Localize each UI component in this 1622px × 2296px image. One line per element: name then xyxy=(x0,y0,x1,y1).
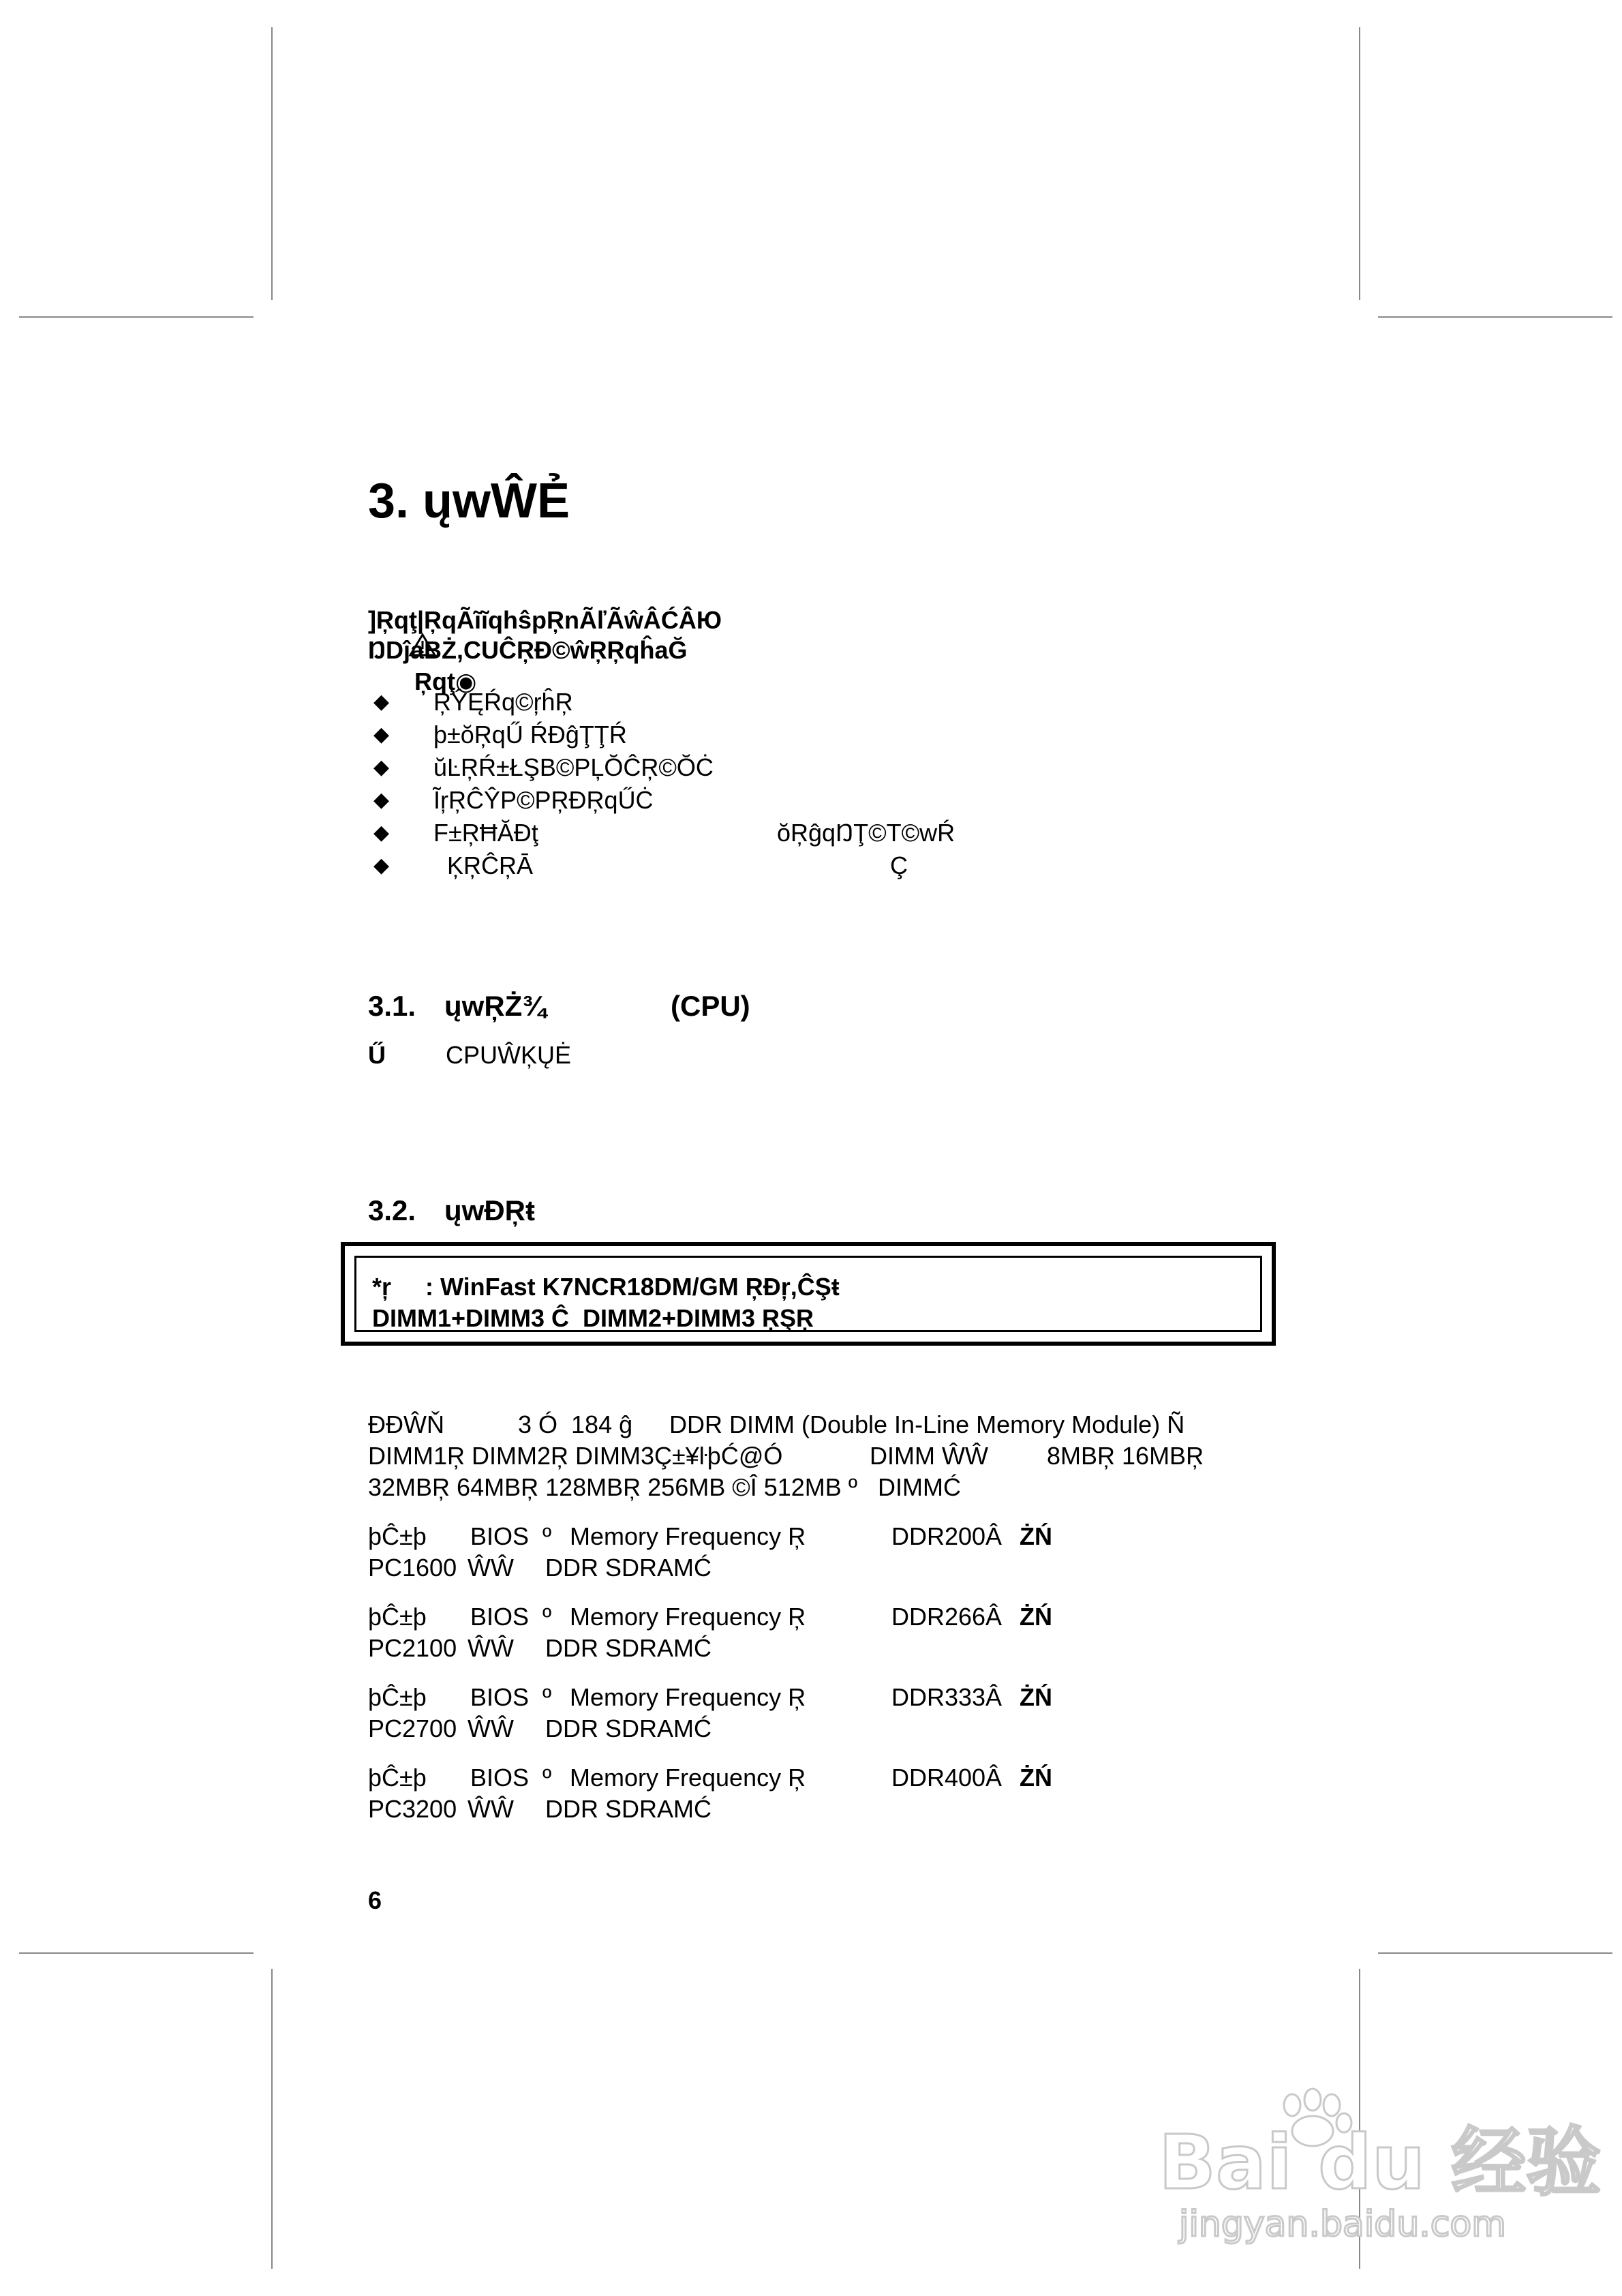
crop-mark-top-right-horizontal xyxy=(1378,316,1612,318)
note-box xyxy=(341,1242,1276,1346)
bios-text-mark: ŻŃ xyxy=(1020,1522,1052,1550)
warning-line: ŊDĵaBŻ,CUĈŖĐ©ŵŖŖqĥaĞ xyxy=(368,636,688,664)
section-title: ųwĐŖŧ xyxy=(444,1194,535,1226)
ddr-speed: DDR333Â xyxy=(891,1683,1003,1711)
bios-label: BIOS º xyxy=(470,1764,552,1792)
memory-text: DIMM ŴŴ xyxy=(870,1442,988,1470)
crop-mark-top-right-vertical xyxy=(1359,27,1360,300)
chapter-title: 3. ųwŴẺ xyxy=(368,474,570,528)
section-number: 3.2. xyxy=(368,1194,416,1226)
diamond-bullet-icon: ◆ xyxy=(373,789,390,811)
bios-text-mid: ŴŴ xyxy=(468,1634,514,1662)
crop-mark-bottom-right-horizontal xyxy=(1378,1952,1612,1954)
cpu-text: CPUŴĶŲĖ xyxy=(446,1041,572,1069)
section-title-suffix: (CPU) xyxy=(671,990,750,1022)
memory-text: 3 Ó 184 ĝ xyxy=(518,1410,633,1438)
bios-text-mid: ŴŴ xyxy=(468,1554,514,1582)
bios-label: BIOS º xyxy=(470,1522,552,1550)
section-number: 3.1. xyxy=(368,990,416,1022)
bios-label: BIOS º xyxy=(470,1603,552,1631)
bullet-text: ŭĿŖŔ±ŁŞB©PĻŎĈŖ©ŎĊ xyxy=(433,753,714,781)
ddr-speed: DDR266Â xyxy=(891,1603,1003,1631)
pc-rating: PC2100 xyxy=(368,1634,457,1662)
bios-text-mid: ŴŴ xyxy=(468,1715,514,1742)
bullet-text: F±ŖĦĂĐţ xyxy=(433,819,538,847)
cpu-text-lead: Ű xyxy=(368,1041,386,1069)
bios-label: BIOS º xyxy=(470,1683,552,1711)
bios-text-mid: ŴŴ xyxy=(468,1795,514,1823)
bullet-text: ĨŗŖĈŶP©PŖĐŖqŰĊ xyxy=(433,786,654,814)
memory-text: DIMM1Ŗ DIMM2Ŗ DIMM3Ç±¥ŀþĆ@Ó xyxy=(368,1442,783,1470)
diamond-bullet-icon: ◆ xyxy=(373,821,390,844)
diamond-bullet-icon: ◆ xyxy=(373,756,390,779)
memory-frequency-label: Memory Frequency Ŗ xyxy=(570,1522,806,1550)
sdram-label: DDR SDRAMĆ xyxy=(545,1795,712,1823)
pc-rating: PC2700 xyxy=(368,1715,457,1742)
sdram-label: DDR SDRAMĆ xyxy=(545,1634,712,1662)
bios-text-lead: þĈ±þ xyxy=(368,1764,427,1792)
bullet-text-continued: ŏŖĝqŊŢ©T©wŔ xyxy=(777,819,955,847)
watermark-brand: Bai du 经验 xyxy=(1159,2119,1602,2206)
bios-text-lead: þĈ±þ xyxy=(368,1603,427,1631)
pc-rating: PC1600 xyxy=(368,1554,457,1582)
bullet-text: ĶŖĈŖĀ xyxy=(447,851,534,879)
diamond-bullet-icon: ◆ xyxy=(373,854,390,877)
watermark-url: jingyan.baidu.com xyxy=(1179,2204,1506,2245)
bios-text-lead: þĈ±þ xyxy=(368,1683,427,1711)
bullet-text-continued: Ç xyxy=(890,851,908,879)
section-title: ųwŖŻ¾ xyxy=(444,990,547,1022)
page-number: 6 xyxy=(368,1886,382,1914)
crop-mark-bottom-left-horizontal xyxy=(19,1952,254,1954)
memory-frequency-label: Memory Frequency Ŗ xyxy=(570,1603,806,1631)
bios-text-mark: ŻŃ xyxy=(1020,1603,1052,1631)
note-line-2: DIMM1+DIMM3 Ĉ DIMM2+DIMM3 ŖŞŖ xyxy=(372,1304,814,1332)
sdram-label: DDR SDRAMĆ xyxy=(545,1554,712,1582)
bullet-text: þ±ŏŖqŰ ŔĐĝŢŢŔ xyxy=(433,721,627,749)
ddr-speed: DDR200Â xyxy=(891,1522,1003,1550)
memory-text: ĐĐŴŇ xyxy=(368,1410,444,1438)
warning-line: ]Ŗqţ|ŖqÃĩĩqhŝpŖnÃľÃŵÂĆÂЮ xyxy=(368,606,722,634)
bullet-text: ŖŶĘŔq©ŗĥŖ xyxy=(433,688,573,716)
diamond-bullet-icon: ◆ xyxy=(373,723,390,746)
sdram-label: DDR SDRAMĆ xyxy=(545,1715,712,1742)
note-line-1: : WinFast K7NCR18DM/GM ŖĐŗ,ĈŞŧ xyxy=(425,1273,840,1301)
memory-frequency-label: Memory Frequency Ŗ xyxy=(570,1683,806,1711)
bios-text-mark: ŻŃ xyxy=(1020,1764,1052,1792)
baidu-jingyan-watermark xyxy=(1152,2086,1602,2250)
memory-text: DDR DIMM (Double In-Line Memory Module) Ñ xyxy=(669,1410,1185,1438)
memory-text: 8MBŖ 16MBŖ xyxy=(1047,1442,1204,1470)
ddr-speed: DDR400Â xyxy=(891,1764,1003,1792)
crop-mark-top-left-vertical xyxy=(271,27,273,300)
pc-rating: PC3200 xyxy=(368,1795,457,1823)
diamond-bullet-icon: ◆ xyxy=(373,691,390,713)
crop-mark-bottom-left-vertical xyxy=(271,1969,273,2269)
bios-text-lead: þĈ±þ xyxy=(368,1522,427,1550)
note-lead: *ŗ xyxy=(372,1273,392,1301)
warning-title: Ŗqţ◉ xyxy=(414,667,477,695)
bios-text-mark: ŻŃ xyxy=(1020,1683,1052,1711)
memory-text: 32MBŖ 64MBŖ 128MBŖ 256MB ©Î 512MB º DIMMĆ xyxy=(368,1473,961,1501)
crop-mark-top-left-horizontal xyxy=(19,316,254,318)
memory-frequency-label: Memory Frequency Ŗ xyxy=(570,1764,806,1792)
